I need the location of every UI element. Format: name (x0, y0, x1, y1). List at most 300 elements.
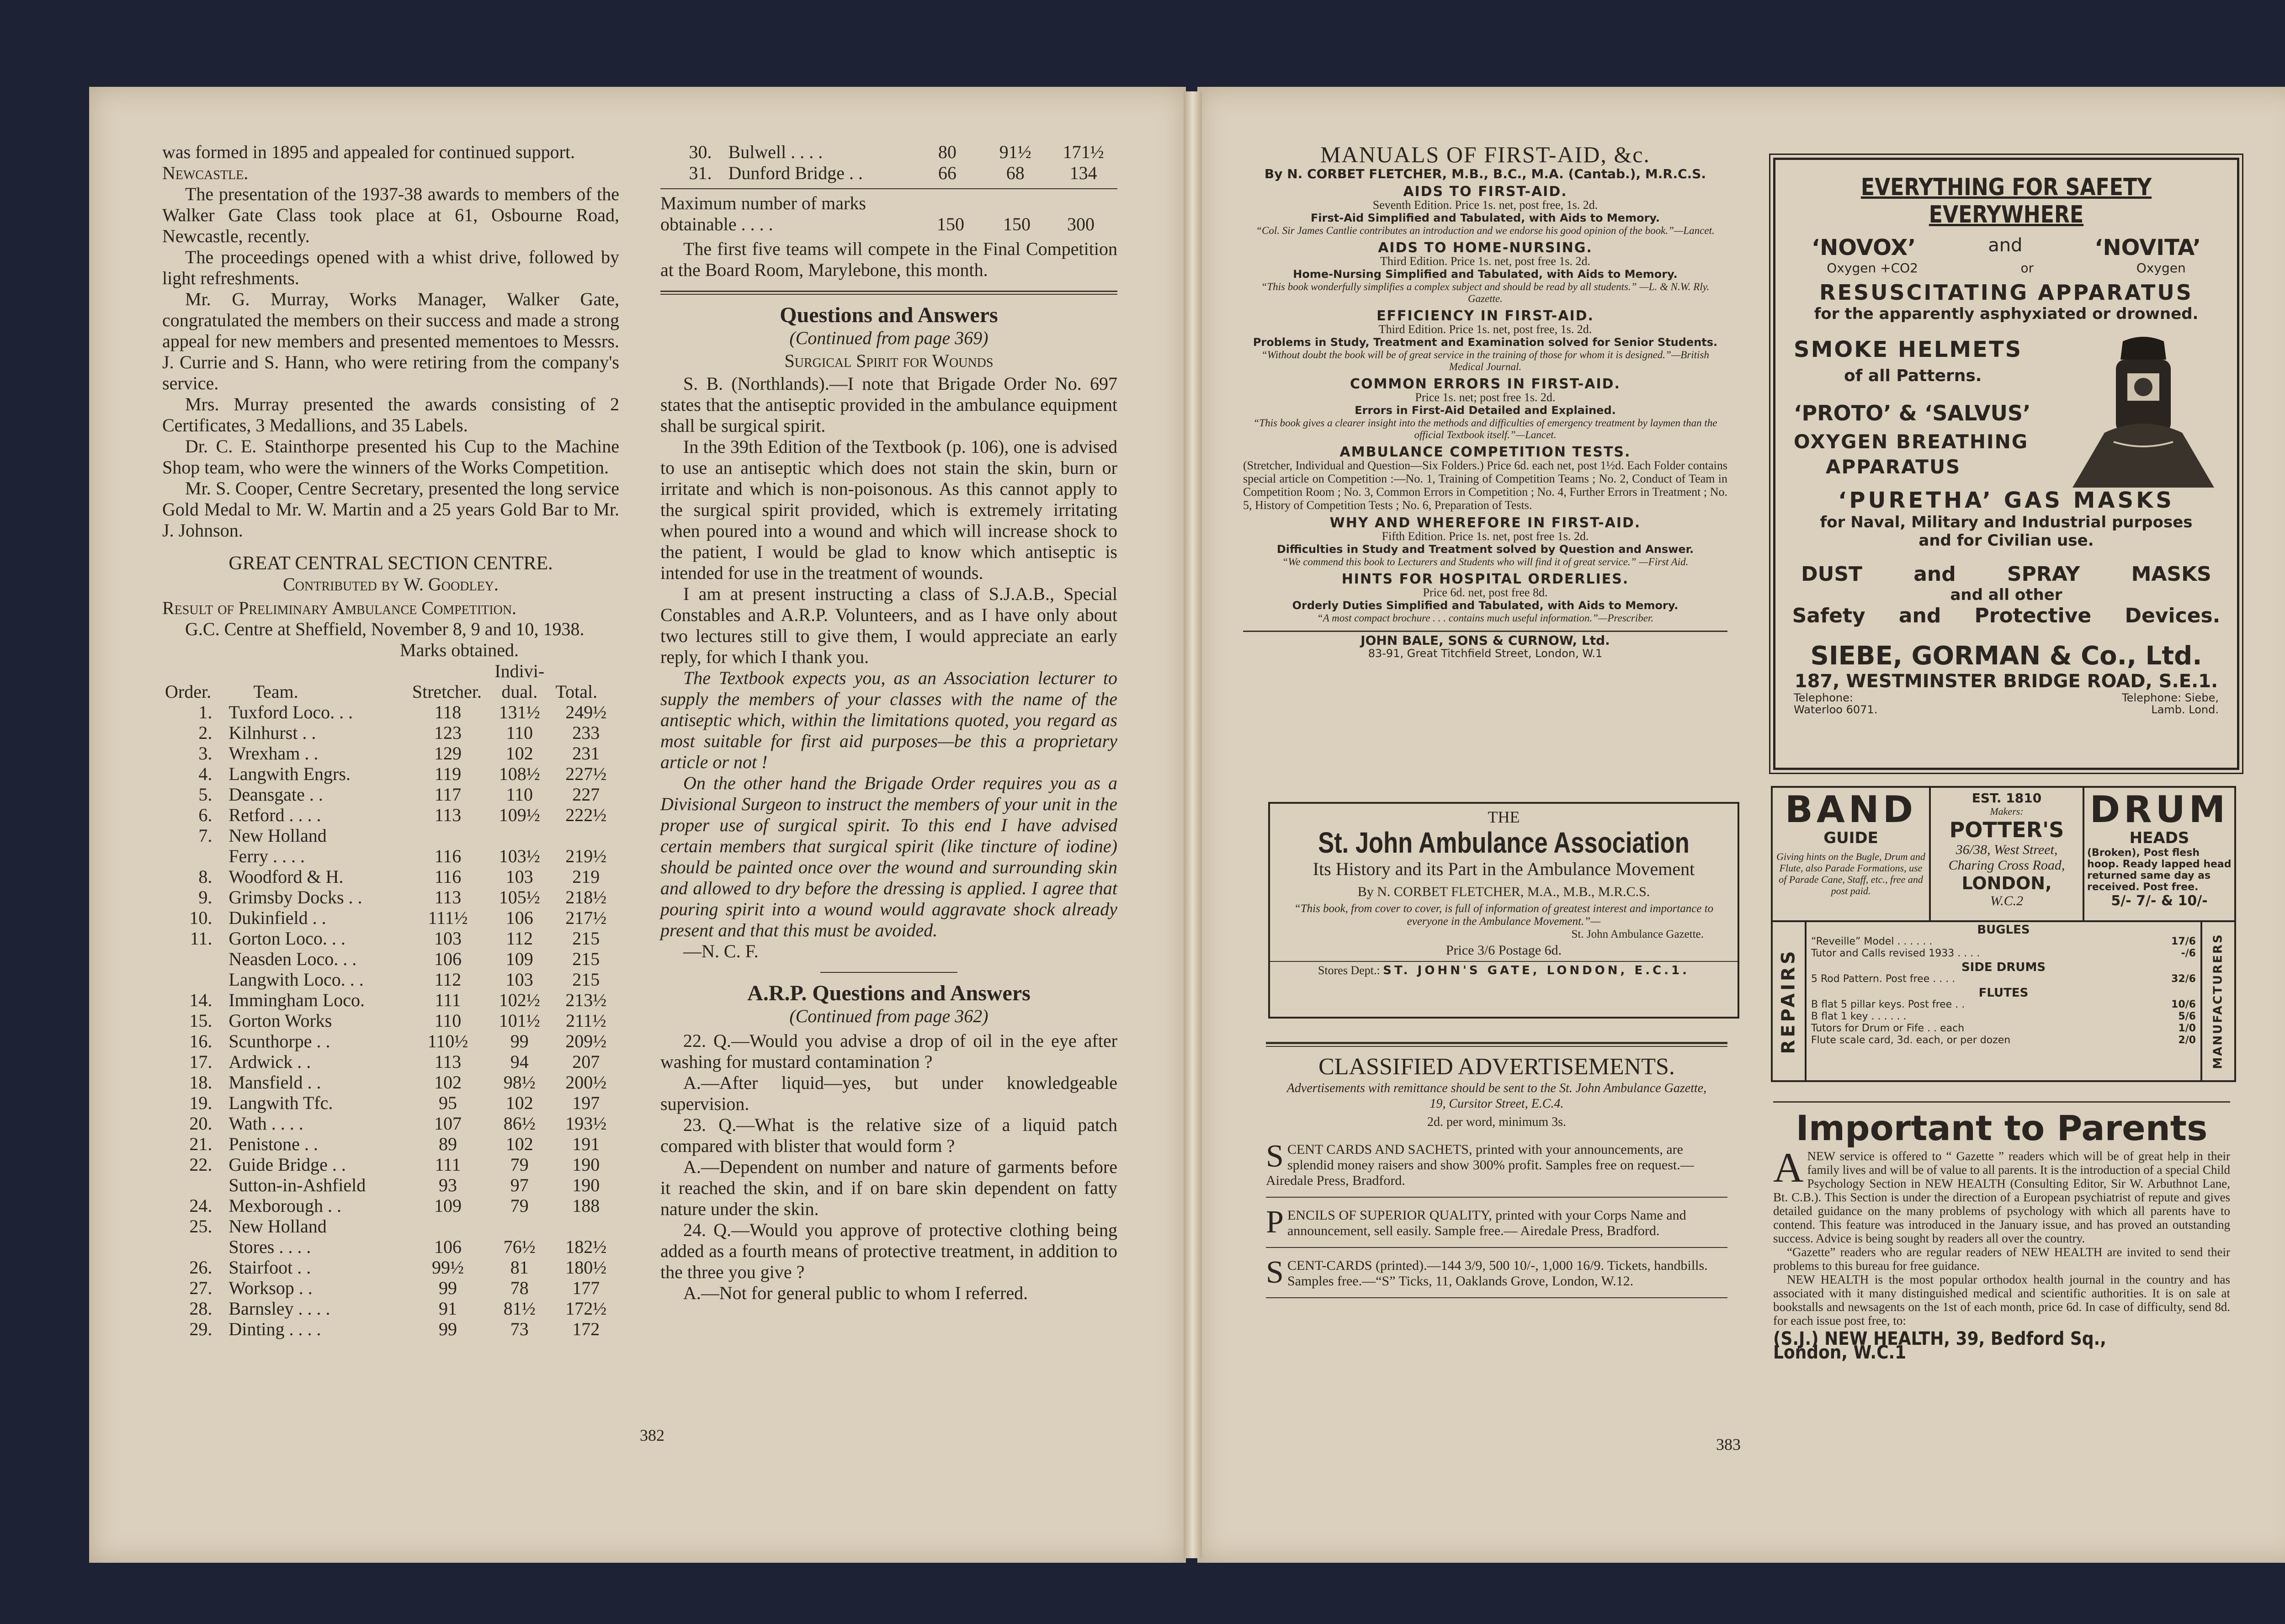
cell-order: 5. (198, 784, 213, 805)
cell-total: 215 (572, 949, 600, 969)
cell-order: 25. (189, 1216, 213, 1237)
sja-title: St. John Ambulance Association (1318, 826, 1690, 859)
cell-total (553, 825, 620, 846)
side-drums-heading: SIDE DRUMS (1961, 961, 2046, 974)
table-row (162, 928, 619, 949)
sja-subtitle: Its History and its Part in the Ambulance Movement (1313, 859, 1695, 879)
cell-total: 227½ (565, 764, 607, 784)
newcastle-heading: Newcastle. (162, 163, 249, 183)
heads-label: HEADS (2129, 829, 2189, 847)
cell-order: 6. (198, 805, 213, 825)
cell-total: 227 (572, 784, 600, 805)
cell-individual: 109 (505, 949, 533, 969)
cell-order: 28. (189, 1298, 213, 1319)
divider (820, 972, 957, 973)
table-row (162, 1031, 619, 1051)
cell-order: 17. (189, 1051, 213, 1072)
manual-quote: “Without doubt the book will be of great service in the training of those for whom it is designed.”—British Medical Journal. (1261, 349, 1709, 372)
cell-order: 3. (198, 743, 213, 764)
classified-text: ENCILS OF SUPERIOR QUALITY, printed with your Corps Name and announcement, sell easily. Sample free.— Airedale Press, Bradford. (1287, 1208, 1686, 1238)
cell-stretcher: 106 (434, 949, 462, 969)
price-row (1811, 1023, 2196, 1035)
novox-label: ‘NOVOX’ (1811, 235, 1916, 260)
sja-ad (1268, 802, 1739, 1019)
max-individual: 150 (1003, 214, 1031, 234)
cell-order: 30. (689, 142, 712, 162)
cell-team: Kilnhurst . . (228, 722, 316, 743)
safety: Safety (1792, 604, 1865, 627)
price-item: B flat 5 pillar keys. Post free . . (1811, 999, 1965, 1010)
cell-total: 222½ (565, 805, 607, 825)
cell-individual: 103½ (499, 846, 540, 866)
price-value: 32/6 (2171, 973, 2196, 985)
cell-total: 190 (572, 1154, 600, 1175)
parents-dropcap: A (1773, 1144, 1804, 1191)
siebe-company: SIEBE, GORMAN & Co., Ltd. (1810, 641, 2202, 671)
cell-total: 182½ (565, 1237, 607, 1257)
manual-desc: First-Aid Simplified and Tabulated, with Aids to Memory. (1311, 212, 1660, 224)
page-number-right: 383 (1716, 1435, 1741, 1454)
manual-title: COMMON ERRORS IN FIRST-AID. (1350, 376, 1621, 392)
cell-team: Langwith Loco. . . (228, 969, 364, 990)
cell-total: 215 (572, 928, 600, 949)
arp-continued: (Continued from page 362) (789, 1006, 988, 1026)
price-row (1811, 1011, 2196, 1023)
cell-order: 22. (189, 1154, 213, 1175)
manual-edition: Price 1s. net; post free 1s. 2d. (1415, 391, 1556, 404)
manuals-ad (1243, 142, 1727, 660)
price-item: “Reveille” Model . . . . . . (1811, 936, 1933, 947)
cell-individual (486, 1216, 553, 1237)
dust-row (1775, 563, 2237, 586)
classified-ad (1266, 1142, 1727, 1198)
cell-stretcher: 91 (438, 1298, 457, 1319)
max-marks-row (660, 193, 1117, 235)
parents-body (1773, 1144, 2230, 1245)
cell-order: 20. (189, 1113, 213, 1134)
table-row (162, 908, 619, 928)
drum-title: DRUM (2089, 788, 2229, 831)
manual-item (1243, 446, 1727, 512)
table-row (162, 949, 619, 969)
table-row (660, 163, 1117, 184)
manufacturers-cell (2200, 922, 2234, 1080)
classified-text: CENT-CARDS (printed).—144 3/9, 500 10/-, 1,000 16/9. Tickets, handbills. Samples free.—“S” Ticks, 11, Oaklands Grove, London, W.12. (1287, 1258, 1708, 1289)
cell-stretcher: 110 (434, 1010, 462, 1031)
divider (1266, 1046, 1727, 1047)
cell-team: Barnsley . . . . (228, 1298, 330, 1319)
cell-team: New Holland (228, 825, 327, 846)
drum-text: (Broken), Post flesh hoop. Ready lapped head returned same day as received. Post free. (2087, 847, 2232, 893)
manual-item (1243, 377, 1727, 441)
smoke-helmets: SMOKE HELMETS (1794, 337, 2023, 362)
table-row (162, 825, 619, 846)
flutes-heading: FLUTES (1978, 986, 2029, 1000)
manual-quote: “A most compact brochure . . . contains much useful information.”—Prescriber. (1317, 612, 1654, 624)
sja-quote: “This book, from cover to cover, is full of information of greatest interest and importance to everyone in the Ambulance Movement.”— (1294, 902, 1714, 928)
cell-team: Worksop . . (228, 1278, 313, 1298)
tel-right: Telephone: Siebe, Lamb. Lond. (2122, 691, 2219, 716)
table-row (162, 1278, 619, 1298)
drum-price: 5/- 7/- & 10/- (2111, 893, 2208, 909)
cell-individual: 91½ (999, 142, 1031, 162)
cell-stretcher: 106 (434, 1237, 462, 1257)
cell-team: Mansfield . . (228, 1072, 321, 1093)
potters-name: POTTER'S (1949, 817, 2064, 842)
manual-desc: Errors in First-Aid Detailed and Explained. (1355, 404, 1616, 417)
parents-ad (1773, 1101, 2230, 1363)
parents-address: (S.J.) NEW HEALTH, 39, Bedford Sq., London, W.C.1 (1773, 1328, 2106, 1363)
cell-team: Deansgate . . (228, 784, 323, 805)
max-stretcher: 150 (937, 214, 964, 234)
classified-ad (1266, 1208, 1727, 1248)
publisher: JOHN BALE, SONS & CURNOW, Ltd. (1360, 633, 1610, 648)
cell-team: Immingham Loco. (228, 990, 365, 1010)
cell-team: Scunthorpe . . (228, 1031, 330, 1051)
cell-team: Gorton Works (228, 1010, 332, 1031)
cell-order: 1. (198, 702, 213, 722)
cell-team: Bulwell . . . . (728, 142, 823, 162)
manual-desc: Problems in Study, Treatment and Examination solved for Senior Students. (1253, 336, 1718, 349)
manual-edition: Fifth Edition. Price 1s. net, post free 1s. 2d. (1382, 530, 1589, 543)
divider (1773, 1101, 2230, 1103)
cell-stretcher: 107 (434, 1113, 462, 1134)
contributed-by: Contributed by W. Goodley. (283, 574, 499, 594)
cell-stretcher: 119 (434, 764, 462, 784)
page-number-left: 382 (640, 1426, 664, 1444)
table-row (162, 702, 619, 722)
cell-individual: 110 (506, 722, 533, 743)
resus: RESUSCITATING APPARATUS (1819, 280, 2193, 305)
qa-signature: —N. C. F. (683, 941, 759, 961)
classified-dropcap: P (1266, 1208, 1284, 1240)
qa-subheading: Surgical Spirit for Wounds (784, 350, 994, 371)
novox-row (1775, 235, 2237, 260)
qa-answer: On the other hand the Brigade Order requires you as a Divisional Surgeon to instruct the members of your unit in the proper use of surgical spirit. To this end I have advised certain members that surgical spirit (like tincture of iodine) should be painted once over the wound and surrounding skin and allowed to dry before the dressing is applied. I agree that pouring spirit into a wound would aggravate shock already present and that this must be avoided. (660, 773, 1117, 940)
results-table-continued (660, 142, 1117, 184)
apparatus: APPARATUS (1826, 456, 1961, 478)
para: Dr. C. E. Stainthorpe presented his Cup to the Machine Shop team, who were the winners of the Works Competition. (162, 436, 619, 478)
manual-item (1243, 185, 1727, 237)
cell-team: Gorton Loco. . . (228, 928, 345, 949)
bugles-heading: BUGLES (1977, 923, 2030, 937)
sja-stores (1276, 964, 1731, 977)
divider (1243, 631, 1727, 632)
table-row (162, 1072, 619, 1093)
price-value: 5/6 (2178, 1011, 2196, 1022)
table-row (162, 743, 619, 764)
novox-sub-row (1775, 260, 2237, 276)
dust: DUST (1801, 563, 1863, 586)
band-title: BAND (1785, 788, 1917, 831)
price-value: 2/0 (2178, 1035, 2196, 1046)
cell-total: 217½ (565, 908, 607, 928)
puretha: ‘PURETHA’ GAS MASKS (1838, 488, 2174, 513)
cell-total: 188 (572, 1195, 600, 1216)
siebe-gorman-ad (1773, 158, 2239, 770)
drum-heads-cell (2084, 788, 2234, 920)
cell-individual: 79 (510, 1154, 529, 1175)
manuals-author: By N. CORBET FLETCHER, M.B., B.C., M.A. (Cantab.), M.R.C.S. (1264, 166, 1706, 181)
cell-team: Stairfoot . . (228, 1257, 311, 1278)
novita-label: ‘NOVITA’ (2094, 235, 2201, 260)
cell-total: 172 (572, 1319, 600, 1339)
cell-order: 7. (198, 825, 213, 846)
manual-item (1243, 241, 1727, 305)
price-item: Tutor and Calls revised 1933 . . . . (1811, 948, 1980, 959)
arp-para: A.—After liquid—yes, but under knowledgeable supervision. (660, 1072, 1117, 1114)
classified-rate: 2d. per word, minimum 3s. (1427, 1115, 1567, 1129)
cell-order: 26. (189, 1257, 213, 1278)
cell-total: 171½ (1063, 142, 1104, 162)
cell-team: Dunford Bridge . . (728, 163, 863, 183)
siebe-address: 187, WESTMINSTER BRIDGE ROAD, S.E.1. (1794, 671, 2218, 692)
cell-individual: 102½ (499, 990, 540, 1010)
manual-item (1243, 516, 1727, 568)
cell-stretcher: 116 (434, 866, 462, 887)
est: EST. 1810 (1971, 791, 2042, 806)
table-row (162, 866, 619, 887)
cell-team: Dinting . . . . (228, 1319, 321, 1339)
cell-team: Penistone . . (228, 1134, 318, 1154)
civilian: and for Civilian use. (1918, 531, 2094, 550)
table-row (162, 990, 619, 1010)
classified-note: Advertisements with remittance should be sent to the St. John Ambulance Gazette, 19, Cursitor Street, E.C.4. (1286, 1081, 1707, 1111)
para: The presentation of the 1937-38 awards to members of the Walker Gate Class took place at 61, Osbourne Road, Newcastle, recently. (162, 184, 619, 246)
devices: Devices. (2125, 604, 2221, 627)
parents-text2: “Gazette” readers who are regular readers of NEW HEALTH are invited to send their problems to this bureau for free guidance. (1773, 1245, 2230, 1273)
cell-order: 9. (198, 887, 213, 908)
cell-individual: 103 (505, 969, 533, 990)
price-value: 10/6 (2171, 999, 2196, 1010)
cell-order (162, 1237, 226, 1257)
table-row (162, 805, 619, 825)
table-row (162, 1237, 619, 1257)
arp-para: 23. Q.—What is the relative size of a liquid patch compared with blister that would form ? (660, 1115, 1117, 1156)
cell-team: Langwith Tfc. (228, 1093, 333, 1113)
para: Mr. G. Murray, Works Manager, Walker Gate, congratulated the members on their success and made a strong appeal for new members and presented mementoes to Messrs. J. Currie and S. Hann, who were retiring from the company's service. (162, 289, 619, 393)
table-row (162, 969, 619, 990)
manual-title: EFFICIENCY IN FIRST-AID. (1376, 308, 1594, 324)
manual-edition: Seventh Edition. Price 1s. net, post free, 1s. 2d. (1372, 198, 1598, 212)
proto-salvus: ‘PROTO’ & ‘SALVUS’ (1794, 401, 2031, 425)
table-row (162, 1298, 619, 1319)
cell-total: 249½ (565, 702, 607, 722)
cell-team: Sutton-in-Ashfield (228, 1175, 366, 1195)
publisher-address: 83-91, Great Titchfield Street, London, W.1 (1368, 647, 1603, 660)
and2: and (1913, 563, 1956, 586)
cell-order: 4. (198, 764, 213, 784)
cell-total: 177 (572, 1278, 600, 1298)
stores-address: ST. JOHN'S GATE, LONDON, E.C.1. (1383, 964, 1690, 977)
cell-total: 180½ (565, 1257, 607, 1278)
price-row (1811, 948, 2196, 960)
left-column-2 (660, 142, 1117, 1304)
stores-label: Stores Dept.: (1318, 964, 1380, 977)
cell-order: 8. (198, 866, 213, 887)
cell-team: Dukinfield . . (228, 908, 326, 928)
classified-ad (1266, 1258, 1727, 1298)
cell-individual: 131½ (499, 702, 540, 722)
oxygen-breathing: OXYGEN BREATHING (1794, 430, 2029, 453)
manual-title: AIDS TO FIRST-AID. (1403, 184, 1568, 200)
repairs-cell (1773, 922, 1807, 1080)
table-row (162, 1175, 619, 1195)
cell-individual (486, 825, 553, 846)
max-total: 300 (1067, 214, 1095, 234)
cell-total: 213½ (565, 990, 607, 1010)
cell-order: 31. (689, 163, 712, 183)
cell-individual: 94 (510, 1051, 529, 1072)
table-row (162, 1010, 619, 1031)
price-value: -/6 (2181, 948, 2196, 959)
cell-individual: 73 (510, 1319, 529, 1339)
cell-order: 24. (189, 1195, 213, 1216)
manual-quote: “We commend this book to Lecturers and Students who will find it of great service.” —First Aid. (1282, 556, 1689, 568)
cell-individual: 76½ (503, 1237, 536, 1257)
cell-team: Mexborough . . (228, 1195, 341, 1216)
cell-team: Langwith Engrs. (228, 764, 351, 784)
protective: Protective (1974, 604, 2092, 627)
manuals-title: MANUALS OF FIRST-AID, &c. (1320, 142, 1650, 167)
manual-title: WHY AND WHEREFORE IN FIRST-AID. (1329, 515, 1641, 531)
potters-addr: 36/38, West Street, Charing Cross Road, (1948, 842, 2065, 873)
cell-individual: 101½ (499, 1010, 540, 1031)
manual-item (1243, 573, 1727, 624)
cell-total: 219½ (565, 846, 607, 866)
result-heading: Result of Preliminary Ambulance Competition. (162, 598, 517, 618)
result-text: G.C. Centre at Sheffield, November 8, 9 and 10, 1938. (185, 619, 585, 639)
allother: and all other (1950, 586, 2062, 604)
repairs-label: REPAIRS (1778, 948, 1799, 1054)
band-text: Giving hints on the Bugle, Drum and Flute, also Parade Formations, use of Parade Cane, Staff, etc., free and post paid. (1776, 851, 1925, 897)
manual-title: AMBULANCE COMPETITION TESTS. (1339, 444, 1631, 460)
manual-desc: Home-Nursing Simplified and Tabulated, with Aids to Memory. (1293, 268, 1678, 281)
cell-order: 2. (198, 722, 213, 743)
manual-quote: “This book wonderfully simplifies a complex subject and should be read by all students.” —L. & N.W. Rly. Gazette. (1261, 281, 1710, 304)
cell-total: 191 (572, 1134, 600, 1154)
potters-name-cell (1931, 788, 2084, 920)
manual-edition: Third Edition. Price 1s. net, post free 1s. 2d. (1380, 255, 1590, 268)
cell-order (162, 1175, 226, 1195)
arp-para: 22. Q.—Would you advise a drop of oil in the eye after washing for mustard contamination ? (660, 1030, 1117, 1072)
cell-order: 14. (189, 990, 213, 1010)
cell-total (553, 1216, 620, 1237)
and3: and (1898, 604, 1941, 627)
qa-continued: (Continued from page 369) (789, 328, 988, 348)
cell-individual: 78 (510, 1278, 529, 1298)
or-label: or (2020, 260, 2034, 276)
cell-team: Neasden Loco. . . (228, 949, 357, 969)
cell-stretcher: 99 (438, 1319, 457, 1339)
divider (660, 294, 1117, 295)
intro-text: was formed in 1895 and appealed for continued support. (162, 142, 575, 162)
cell-order (162, 846, 226, 866)
price-value: 17/6 (2171, 936, 2196, 947)
manual-edition: Third Edition. Price 1s. net, post free, 1s. 2d. (1378, 323, 1592, 336)
cell-order: 27. (189, 1278, 213, 1298)
marks-obtained: Marks obtained. (400, 640, 519, 660)
cell-individual: 68 (1006, 163, 1025, 183)
cell-stretcher: 93 (438, 1175, 457, 1195)
cell-individual: 102 (505, 1093, 533, 1113)
potters-top (1773, 788, 2234, 922)
table-row (660, 142, 1117, 163)
classified-dropcap: S (1266, 1258, 1284, 1290)
cell-team: Guide Bridge . . (228, 1154, 346, 1175)
divider (1270, 961, 1738, 962)
siebe-title: EVERYTHING FOR SAFETY EVERYWHERE (1860, 174, 2152, 228)
cell-stretcher: 111 (435, 990, 461, 1010)
cell-individual: 81 (510, 1257, 529, 1278)
cell-total: 209½ (565, 1031, 607, 1051)
cell-total: 193½ (565, 1113, 607, 1134)
tel-row (1775, 692, 2237, 716)
cell-total: 219 (572, 866, 600, 887)
cell-team: Wrexham . . (228, 743, 319, 764)
cell-order (162, 949, 226, 969)
cell-stretcher: 99½ (431, 1257, 464, 1278)
manual-desc: Orderly Duties Simplified and Tabulated, with Aids to Memory. (1292, 599, 1679, 612)
cell-total: 211½ (565, 1010, 606, 1031)
classified-ads (1266, 1042, 1727, 1308)
cell-individual: 97 (510, 1175, 529, 1195)
spray: SPRAY (2007, 563, 2080, 586)
cell-individual: 79 (510, 1195, 529, 1216)
cell-team: Ferry . . . . (228, 846, 305, 866)
qa-para: In the 39th Edition of the Textbook (p. 106), one is advised to use an antiseptic which does not stain the skin, burn or irritate and which is non-poisonous. As this cannot apply to the surgical spirit provided, which is extremely irritating when poured into a wound and which will increase shock to the patient, I would be glad to know which antiseptic is intended for use in the treatment of wounds. (660, 436, 1117, 583)
parents-text3: NEW HEALTH is the most popular orthodox health journal in the country and has associated with it many distinguished medical and scientific authorities. It is on sale at bookstalls and newsagents on the 1st of each month, price 6d. In case of difficulty, send 8d. for each issue post free, to: (1773, 1273, 2230, 1327)
header-stretcher: Stretcher. (412, 681, 482, 702)
header-total: Total. (555, 681, 598, 702)
cell-stretcher: 111½ (428, 908, 468, 928)
and-label: and (1988, 235, 2023, 256)
cell-stretcher: 80 (938, 142, 957, 162)
divider (660, 291, 1117, 292)
sja-quote-source: St. John Ambulance Gazette. (1571, 928, 1704, 940)
table-row (162, 1154, 619, 1175)
cell-team: Tuxford Loco. . . (228, 702, 353, 722)
manual-item (1243, 309, 1727, 373)
table-row (162, 1051, 619, 1072)
cell-stretcher: 118 (434, 702, 462, 722)
cell-stretcher: 103 (434, 928, 462, 949)
cell-order: 15. (189, 1010, 213, 1031)
cell-order: 10. (189, 908, 213, 928)
table-row (162, 1319, 619, 1339)
cell-total: 200½ (565, 1072, 607, 1093)
parents-title: Important to Parents (1796, 1108, 2208, 1148)
cell-stretcher: 95 (438, 1093, 457, 1113)
tel-left: Telephone: Waterloo 6071. (1794, 691, 1878, 716)
table-row (162, 1134, 619, 1154)
cell-stretcher: 113 (434, 887, 462, 908)
cell-order: 16. (189, 1031, 213, 1051)
cell-stretcher: 111 (435, 1154, 461, 1175)
potters-pricelist (1807, 922, 2200, 1080)
cell-total: 233 (572, 722, 600, 743)
cell-individual: 112 (506, 928, 533, 949)
cell-stretcher: 99 (438, 1278, 457, 1298)
cell-order: 11. (190, 928, 213, 949)
para: The proceedings opened with a whist drive, followed by light refreshments. (162, 247, 619, 288)
para: Mr. S. Cooper, Centre Secretary, presented the long service Gold Medal to Mr. W. Martin and a 25 years Gold Bar to Mr. J. Johnson. (162, 478, 619, 541)
cell-total: 218½ (565, 887, 607, 908)
cell-stretcher: 113 (434, 805, 462, 825)
cell-order: 21. (189, 1134, 213, 1154)
makers: Makers: (1990, 806, 2024, 817)
cell-team: New Holland (228, 1216, 327, 1237)
